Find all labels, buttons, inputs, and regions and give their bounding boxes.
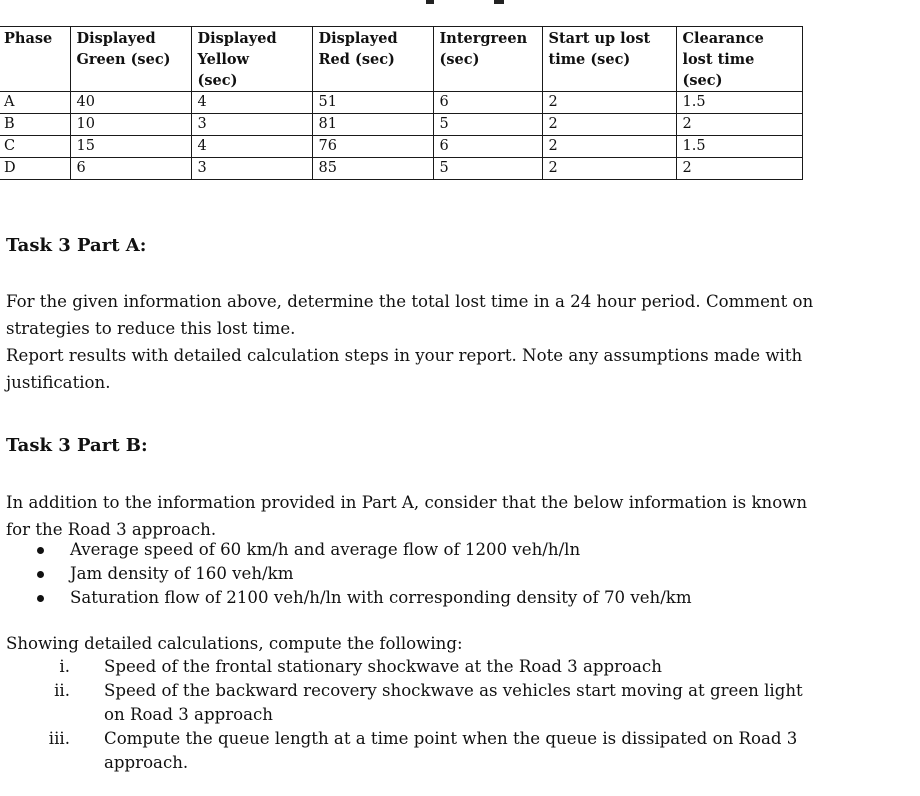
bullet-icon: [37, 595, 44, 602]
compute-intro: Showing detailed calculations, compute the following:: [6, 634, 463, 653]
table-cell: 2: [542, 114, 676, 136]
list-item: Average speed of 60 km/h and average flow of 1200 veh/h/ln: [34, 538, 692, 562]
table-cell: 40: [70, 92, 191, 114]
table-cell: 51: [312, 92, 433, 114]
list-item: i. Speed of the frontal stationary shockwave at the Road 3 approach: [0, 655, 820, 679]
table-cell: 5: [433, 158, 542, 180]
table-cell: 2: [542, 92, 676, 114]
table-cell: C: [0, 136, 70, 158]
header-displayed-green: Displayed Green (sec): [70, 27, 191, 92]
table-cell: 10: [70, 114, 191, 136]
bullet-icon: [37, 571, 44, 578]
item-number: i.: [59, 657, 70, 676]
table-row: [0, 136, 802, 158]
header-startup-lost-time: Start up lost time (sec): [542, 27, 676, 92]
phase-timing-table: [0, 26, 803, 180]
bullet-icon: [37, 547, 44, 554]
table-cell: 2: [676, 114, 802, 136]
list-item: iii. Compute the queue length at a time point when the queue is dissipated on Road 3 approach.: [0, 727, 820, 775]
table-cell: 4: [191, 92, 312, 114]
table-cell: 2: [676, 158, 802, 180]
header-phase: Phase: [0, 27, 70, 92]
table-row: [0, 158, 802, 180]
part-a-paragraph-2: Report results with detailed calculation steps in your report. Note any assumptions made with justification.: [6, 346, 803, 392]
table-row: [0, 92, 802, 114]
table-cell: 1.5: [676, 136, 802, 158]
table-cell: B: [0, 114, 70, 136]
table-cell: 3: [191, 114, 312, 136]
table-cell: 4: [191, 136, 312, 158]
table-cell: 2: [542, 136, 676, 158]
header-displayed-yellow: Displayed Yellow (sec): [191, 27, 312, 92]
table-row: [0, 114, 802, 136]
table-cell: 85: [312, 158, 433, 180]
item-number: ii.: [54, 681, 70, 700]
list-item: ii. Speed of the backward recovery shockwave as vehicles start moving at green light on Road 3 approach: [0, 679, 820, 727]
header-clearance-lost-time: Clearance lost time (sec): [676, 27, 802, 92]
table-cell: 5: [433, 114, 542, 136]
header-displayed-red: Displayed Red (sec): [312, 27, 433, 92]
table-cell: A: [0, 92, 70, 114]
subtask-list: [0, 655, 820, 775]
item-number: iii.: [48, 729, 70, 748]
table-cell: 6: [433, 92, 542, 114]
list-item: Jam density of 160 veh/km: [34, 562, 692, 586]
list-item: Saturation flow of 2100 veh/h/ln with corresponding density of 70 veh/km: [34, 586, 692, 610]
table-cell: 2: [542, 158, 676, 180]
table-cell: D: [0, 158, 70, 180]
table-cell: 6: [433, 136, 542, 158]
table-cell: 76: [312, 136, 433, 158]
table-cell: 1.5: [676, 92, 802, 114]
table-cell: 15: [70, 136, 191, 158]
table-cell: 6: [70, 158, 191, 180]
table-cell: 3: [191, 158, 312, 180]
part-b-intro: In addition to the information provided in Part A, consider that the below information is known for the Road 3 approach.: [6, 493, 808, 539]
table-cell: 81: [312, 114, 433, 136]
part-a-title: Task 3 Part A:: [6, 235, 147, 256]
road3-info-list: [34, 538, 692, 610]
table-header-row: [0, 27, 802, 92]
part-b-title: Task 3 Part B:: [6, 435, 148, 456]
header-intergreen: Intergreen (sec): [433, 27, 542, 92]
part-a-paragraph-1: For the given information above, determine the total lost time in a 24 hour period. Comment on strategies to reduce this lost time.: [6, 292, 814, 338]
cropped-text-fragment: [390, 0, 540, 6]
